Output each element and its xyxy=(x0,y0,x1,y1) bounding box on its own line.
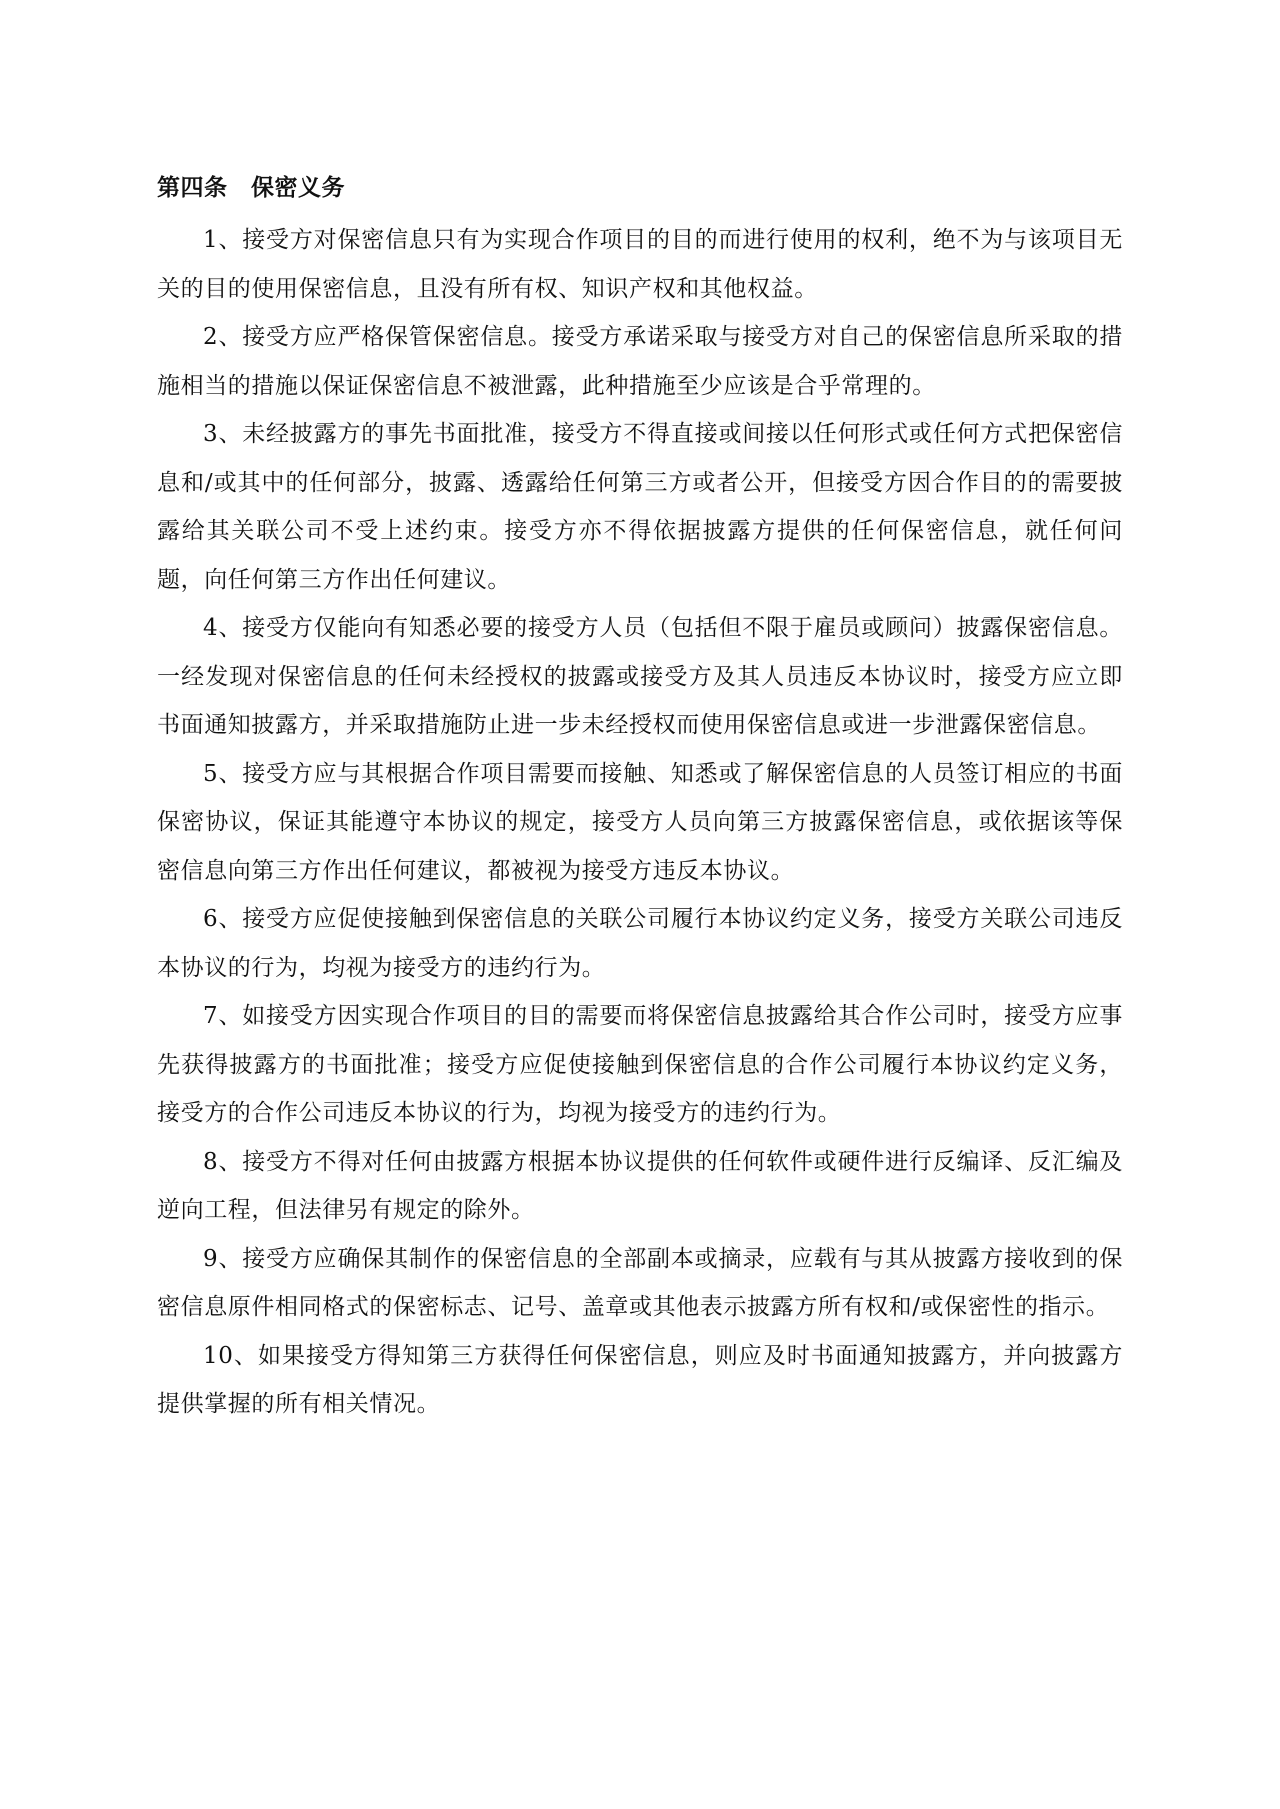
clause-9: 9、接受方应确保其制作的保密信息的全部副本或摘录，应载有与其从披露方接收到的保密信息原件相同格式的保密标志、记号、盖章或其他表示披露方所有权和/或保密性的指示。 xyxy=(157,1245,1123,1320)
clause-10: 10、如果接受方得知第三方获得任何保密信息，则应及时书面通知披露方，并向披露方提供掌握的所有相关情况。 xyxy=(157,1342,1123,1417)
clause-2: 2、接受方应严格保管保密信息。接受方承诺采取与接受方对自己的保密信息所采取的措施相当的措施以保证保密信息不被泄露，此种措施至少应该是合乎常理的。 xyxy=(157,324,1123,399)
clause-5: 5、接受方应与其根据合作项目需要而接触、知悉或了解保密信息的人员签订相应的书面保密协议，保证其能遵守本协议的规定，接受方人员向第三方披露保密信息，或依据该等保密信息向第三方作出任何建议，都被视为接受方违反本协议。 xyxy=(157,760,1123,884)
clause-4: 4、接受方仅能向有知悉必要的接受方人员（包括但不限于雇员或顾问）披露保密信息。一经发现对保密信息的任何未经授权的披露或接受方及其人员违反本协议时，接受方应立即书面通知披露方，并采取措施防止进一步未经授权而使用保密信息或进一步泄露保密信息。 xyxy=(157,615,1123,738)
clause-6: 6、接受方应促使接触到保密信息的关联公司履行本协议约定义务，接受方关联公司违反本协议的行为，均视为接受方的违约行为。 xyxy=(157,906,1123,981)
clause-1: 1、接受方对保密信息只有为实现合作项目的目的而进行使用的权利，绝不为与该项目无关的目的使用保密信息，且没有所有权、知识产权和其他权益。 xyxy=(157,227,1123,302)
clause-7: 7、如接受方因实现合作项目的目的需要而将保密信息披露给其合作公司时，接受方应事先获得披露方的书面批准；接受方应促使接触到保密信息的合作公司履行本协议约定义务，接受方的合作公司违反本协议的行为，均视为接受方的违约行为。 xyxy=(157,1003,1123,1126)
clause-3: 3、未经披露方的事先书面批准，接受方不得直接或间接以任何形式或任何方式把保密信息和/或其中的任何部分，披露、透露给任何第三方或者公开，但接受方因合作目的的需要披露给其关联公司不受上述约束。接受方亦不得依据披露方提供的任何保密信息，就任何问题，向任何第三方作出任何建议。 xyxy=(157,421,1123,593)
clause-list xyxy=(157,216,1123,1429)
document-page xyxy=(157,163,1123,1429)
article-title: 第四条 保密义务 xyxy=(157,174,345,201)
clause-8: 8、接受方不得对任何由披露方根据本协议提供的任何软件或硬件进行反编译、反汇编及逆向工程，但法律另有规定的除外。 xyxy=(157,1148,1123,1223)
